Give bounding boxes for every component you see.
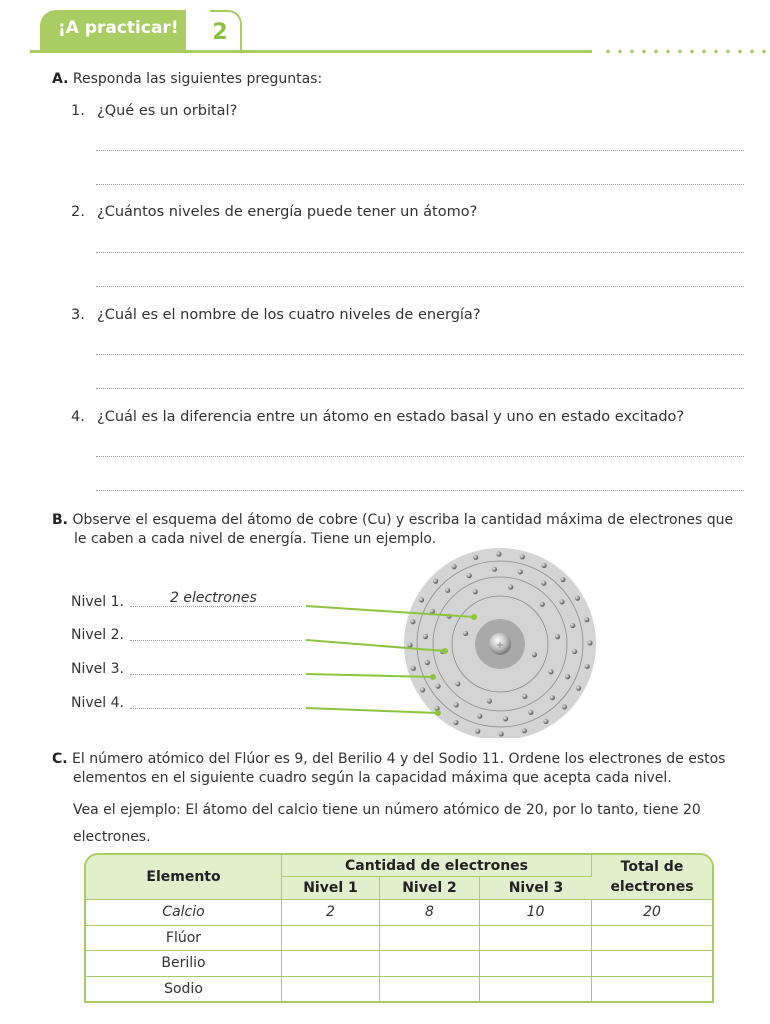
- question-4: [71, 409, 684, 425]
- header-cantidad: Cantidad de electrones: [282, 855, 592, 877]
- electron-dot: [548, 669, 553, 674]
- cell-nivel-1[interactable]: [282, 951, 380, 977]
- question-number: 4.: [71, 409, 85, 425]
- electron-dot: [562, 704, 567, 709]
- electron-dot: [541, 581, 546, 586]
- electron-dot: [555, 634, 560, 639]
- cell-total: 20: [592, 900, 712, 926]
- electron-dot: [477, 714, 482, 719]
- answer-line[interactable]: [96, 286, 744, 287]
- level-4-answer-line[interactable]: [130, 708, 302, 709]
- table-row-berilio: [86, 951, 712, 977]
- cell-nivel-3: 10: [480, 900, 592, 926]
- table-row-fluor: [86, 926, 712, 952]
- header-dotted-rule: [602, 49, 770, 54]
- level-2-label: Nivel 2.: [71, 627, 124, 643]
- level-3-answer-line[interactable]: [130, 674, 302, 675]
- electron-dot: [487, 698, 492, 703]
- section-c-example-1: Vea el ejemplo: El átomo del calcio tiene un número atómico de 20, por lo tanto, tiene 20: [73, 802, 701, 818]
- section-a-letter: A.: [52, 71, 69, 87]
- electron-dot: [445, 588, 450, 593]
- level-3-label: Nivel 3.: [71, 661, 124, 677]
- question-text: ¿Cuál es el nombre de los cuatro niveles de energía?: [97, 307, 481, 323]
- electron-dot: [473, 589, 478, 594]
- electron-table: [84, 853, 714, 1003]
- connector-dot-level-1: [471, 614, 477, 620]
- section-c-text-1: El número atómico del Flúor es 9, del Berilio 4 y del Sodio 11. Ordene los electrones de estos: [72, 751, 726, 767]
- electron-dot: [570, 623, 575, 628]
- electron-dot: [496, 551, 501, 556]
- question-number: 2.: [71, 204, 85, 220]
- electron-dot: [560, 577, 565, 582]
- electron-dot: [463, 631, 468, 636]
- cell-nivel-1[interactable]: [282, 926, 380, 952]
- cell-total[interactable]: [592, 926, 712, 952]
- electron-dot: [520, 554, 525, 559]
- electron-dot: [540, 602, 545, 607]
- electron-dot: [452, 564, 457, 569]
- cell-nivel-3[interactable]: [480, 951, 592, 977]
- table-row-calcio: [86, 900, 712, 926]
- table-row-sodio: [86, 977, 712, 1002]
- connector-line-level-4: [306, 708, 438, 713]
- electron-dot: [503, 716, 508, 721]
- electron-dot: [532, 652, 537, 657]
- electron-dot: [522, 694, 527, 699]
- cell-total[interactable]: [592, 977, 712, 1002]
- level-1-example-answer: 2 electrones: [170, 590, 257, 606]
- header-tab-number: 2: [198, 10, 242, 50]
- section-b-instruction: [52, 511, 752, 549]
- answer-line[interactable]: [96, 150, 744, 151]
- answer-line[interactable]: [96, 252, 744, 253]
- electron-dot: [419, 597, 424, 602]
- question-number: 3.: [71, 307, 85, 323]
- electron-dot: [433, 579, 438, 584]
- section-b-text-2: le caben a cada nivel de energía. Tiene un ejemplo.: [74, 531, 437, 547]
- section-a-text: Responda las siguientes preguntas:: [72, 71, 323, 87]
- question-1: [71, 103, 237, 119]
- section-c-example: [73, 797, 753, 851]
- connector-dot-level-3: [430, 674, 436, 680]
- electron-dot: [508, 584, 513, 589]
- section-c-letter: C.: [52, 751, 68, 767]
- section-c-example-2: electrones.: [73, 829, 151, 845]
- level-1-label: Nivel 1.: [71, 594, 124, 610]
- answer-line[interactable]: [96, 490, 744, 491]
- connector-dot-level-2: [442, 648, 448, 654]
- header-rule: [30, 50, 592, 53]
- electron-dot: [587, 640, 592, 645]
- electron-dot: [435, 684, 440, 689]
- connector-dot-level-4: [435, 710, 441, 716]
- question-3: [71, 307, 481, 323]
- cell-element: Berilio: [86, 951, 282, 977]
- electron-dot: [475, 729, 480, 734]
- electron-dot: [543, 719, 548, 724]
- answer-line[interactable]: [96, 354, 744, 355]
- electron-dot: [522, 728, 527, 733]
- cell-nivel-1: 2: [282, 900, 380, 926]
- cell-nivel-2[interactable]: [380, 951, 480, 977]
- header-tab-label: ¡A practicar!: [58, 18, 179, 38]
- electron-dot: [499, 731, 504, 736]
- cell-nivel-2[interactable]: [380, 977, 480, 1002]
- answer-line[interactable]: [96, 388, 744, 389]
- electron-dot: [453, 720, 458, 725]
- electron-dot: [454, 702, 459, 707]
- cell-nivel-2: 8: [380, 900, 480, 926]
- cell-total[interactable]: [592, 951, 712, 977]
- electron-dot: [407, 643, 412, 648]
- electron-dot: [423, 634, 428, 639]
- electron-dot: [542, 563, 547, 568]
- question-number: 1.: [71, 103, 85, 119]
- copper-atom-diagram: [300, 548, 610, 738]
- section-a-instruction: [52, 70, 322, 89]
- level-1-answer-line[interactable]: [130, 606, 302, 607]
- header-nivel-3: Nivel 3: [480, 877, 592, 900]
- answer-line[interactable]: [96, 456, 744, 457]
- question-2: [71, 204, 477, 220]
- level-2-answer-line[interactable]: [130, 640, 302, 641]
- header-elemento: Elemento: [86, 855, 282, 900]
- cell-element: Flúor: [86, 926, 282, 952]
- electron-dot: [411, 666, 416, 671]
- electron-dot: [585, 664, 590, 669]
- section-c-instruction: [52, 750, 752, 788]
- question-text: ¿Cuántos niveles de energía puede tener un átomo?: [97, 204, 478, 220]
- electron-dot: [455, 681, 460, 686]
- electron-dot: [467, 573, 472, 578]
- electron-dot: [410, 619, 415, 624]
- header-nivel-2: Nivel 2: [380, 877, 480, 900]
- answer-line[interactable]: [96, 184, 744, 185]
- question-text: ¿Cuál es la diferencia entre un átomo en estado basal y uno en estado excitado?: [97, 409, 685, 425]
- electron-dot: [584, 617, 589, 622]
- cell-nivel-2[interactable]: [380, 926, 480, 952]
- cell-element: Calcio: [86, 900, 282, 926]
- electron-dot: [575, 596, 580, 601]
- question-text: ¿Qué es un orbital?: [97, 103, 238, 119]
- electron-dot: [572, 649, 577, 654]
- electron-dot: [528, 710, 533, 715]
- cell-nivel-3[interactable]: [480, 977, 592, 1002]
- electron-dot: [565, 674, 570, 679]
- nucleus-plus-sign: +: [495, 640, 505, 651]
- electron-dot: [559, 599, 564, 604]
- electron-dot: [420, 687, 425, 692]
- level-4-label: Nivel 4.: [71, 695, 124, 711]
- cell-nivel-3[interactable]: [480, 926, 592, 952]
- section-b-text-1: Observe el esquema del átomo de cobre (Cu) y escriba la cantidad máxima de electrones que: [72, 512, 734, 528]
- cell-nivel-1[interactable]: [282, 977, 380, 1002]
- electron-dot: [473, 555, 478, 560]
- electron-dot: [492, 567, 497, 572]
- electron-dot: [550, 695, 555, 700]
- section-c-text-2: elementos en el siguiente cuadro según la capacidad máxima que acepta cada nivel.: [73, 770, 672, 786]
- header-total: Total de electrones: [592, 855, 712, 900]
- electron-dot: [518, 569, 523, 574]
- header-nivel-1: Nivel 1: [282, 877, 380, 900]
- cell-element: Sodio: [86, 977, 282, 1002]
- electron-dot: [576, 686, 581, 691]
- section-b-letter: B.: [52, 512, 68, 528]
- electron-dot: [425, 660, 430, 665]
